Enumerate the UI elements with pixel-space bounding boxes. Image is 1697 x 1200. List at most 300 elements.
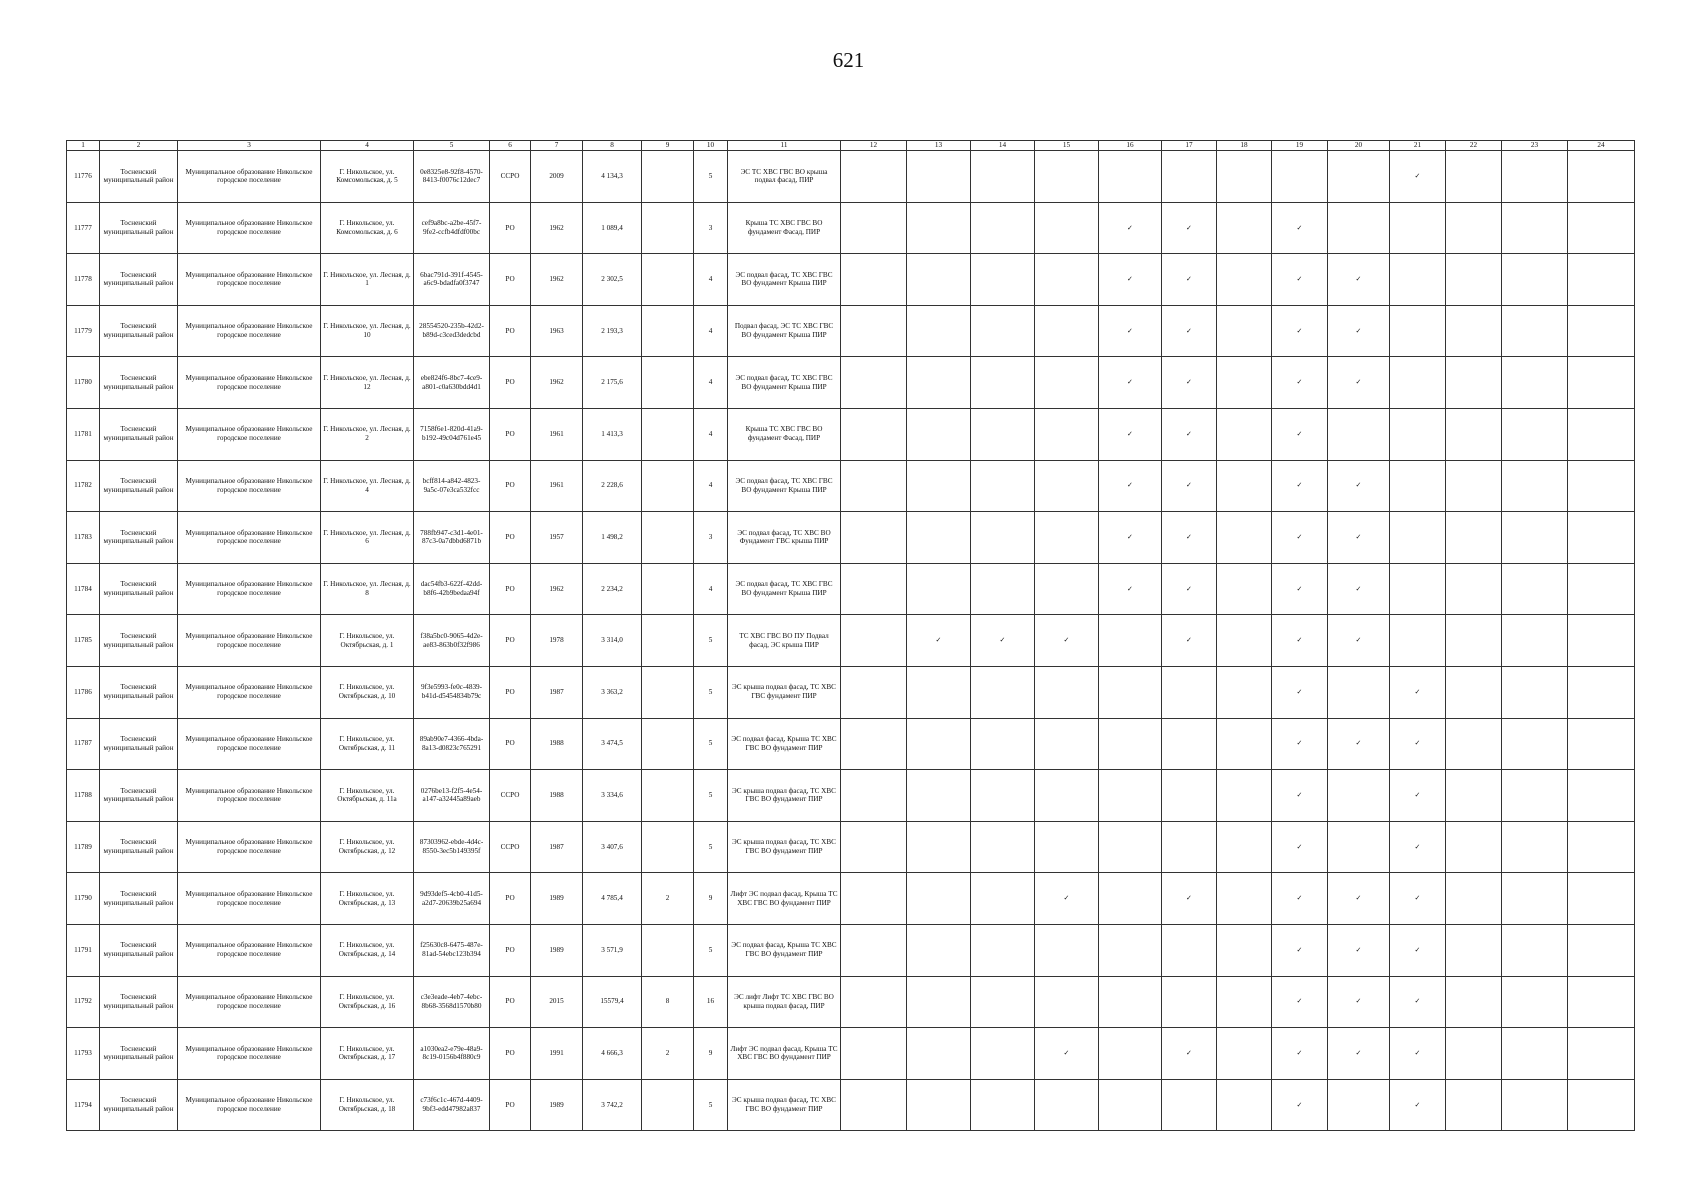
work-column-23-cell (1502, 615, 1568, 667)
works-list-cell: ЭС лифт Лифт ТС ХВС ГВС ВО крыша подвал фасад, ПИР (728, 976, 841, 1028)
row-id: 11793 (67, 1028, 100, 1080)
work-column-22-cell (1446, 408, 1502, 460)
work-column-12-cell (841, 821, 907, 873)
work-column-15-cell (1035, 563, 1099, 615)
address-cell: Г. Никольское, ул. Комсомольская, д. 5 (321, 151, 414, 203)
works-list-cell: ЭС подвал фасад, ТС ХВС ГВС ВО фундамент Крыша ПИР (728, 563, 841, 615)
municipality-cell: Муниципальное образование Никольское городское поселение (178, 770, 321, 822)
work-column-17-cell (1162, 151, 1217, 203)
work-column-22-cell (1446, 254, 1502, 306)
area-cell: 3 474,5 (583, 718, 642, 770)
work-column-14-cell (971, 408, 1035, 460)
guid-cell: a1030ea2-e79e-48a9-8c19-0156b4f880c9 (414, 1028, 490, 1080)
account-type-cell: РО (490, 254, 531, 306)
table-row (67, 873, 1635, 925)
work-column-12-cell (841, 976, 907, 1028)
column-number-13: 13 (907, 141, 971, 151)
work-column-17-cell (1162, 770, 1217, 822)
work-column-17-cell (1162, 821, 1217, 873)
work-column-15-cell (1035, 202, 1099, 254)
area-cell: 3 571,9 (583, 924, 642, 976)
checkmark-icon: ✓ (1126, 481, 1134, 490)
row-id: 11780 (67, 357, 100, 409)
district-cell: Тосненский муниципальный район (100, 512, 178, 564)
work-column-19-cell (1272, 151, 1328, 203)
work-column-16-cell (1099, 357, 1162, 409)
district-cell: Тосненский муниципальный район (100, 924, 178, 976)
address-cell: Г. Никольское, ул. Октябрьская, д. 12 (321, 821, 414, 873)
municipality-cell: Муниципальное образование Никольское городское поселение (178, 615, 321, 667)
work-column-12-cell (841, 305, 907, 357)
floors-cell: 5 (694, 924, 728, 976)
table-row (67, 151, 1635, 203)
floors-cell: 5 (694, 770, 728, 822)
column-number-9: 9 (642, 141, 694, 151)
municipality-cell: Муниципальное образование Никольское городское поселение (178, 357, 321, 409)
checkmark-icon: ✓ (1296, 481, 1303, 490)
municipality-cell: Муниципальное образование Никольское городское поселение (178, 924, 321, 976)
year-cell: 1989 (531, 924, 583, 976)
area-cell: 2 175,6 (583, 357, 642, 409)
checkmark-icon: ✓ (1414, 842, 1421, 851)
work-column-15-cell (1035, 873, 1099, 925)
lifts-count-cell (642, 666, 694, 718)
work-column-15-cell (1035, 254, 1099, 306)
checkmark-icon: ✓ (1414, 997, 1421, 1006)
column-number-15: 15 (1035, 141, 1099, 151)
address-cell: Г. Никольское, ул. Октябрьская, д. 13 (321, 873, 414, 925)
municipality-cell: Муниципальное образование Никольское городское поселение (178, 151, 321, 203)
work-column-14-cell (971, 1079, 1035, 1131)
work-column-14-cell (971, 460, 1035, 512)
work-column-23-cell (1502, 1028, 1568, 1080)
checkmark-icon: ✓ (1296, 636, 1303, 645)
work-column-24-cell (1568, 718, 1635, 770)
lifts-count-cell (642, 821, 694, 873)
work-column-15-cell (1035, 770, 1099, 822)
account-type-cell: РО (490, 924, 531, 976)
table-row (67, 357, 1635, 409)
year-cell: 1988 (531, 770, 583, 822)
lifts-count-cell (642, 151, 694, 203)
floors-cell: 16 (694, 976, 728, 1028)
account-type-cell: РО (490, 202, 531, 254)
column-number-22: 22 (1446, 141, 1502, 151)
column-number-6: 6 (490, 141, 531, 151)
address-cell: Г. Никольское, ул. Лесная, д. 4 (321, 460, 414, 512)
work-column-17-cell (1162, 873, 1217, 925)
district-cell: Тосненский муниципальный район (100, 666, 178, 718)
lifts-count-cell (642, 924, 694, 976)
work-column-20-cell (1328, 460, 1390, 512)
table-row (67, 615, 1635, 667)
work-column-22-cell (1446, 924, 1502, 976)
municipality-cell: Муниципальное образование Никольское городское поселение (178, 1028, 321, 1080)
column-number-5: 5 (414, 141, 490, 151)
checkmark-icon: ✓ (1126, 429, 1134, 438)
account-type-cell: РО (490, 357, 531, 409)
checkmark-icon: ✓ (1185, 894, 1193, 903)
row-id: 11784 (67, 563, 100, 615)
checkmark-icon: ✓ (935, 636, 942, 645)
work-column-12-cell (841, 924, 907, 976)
checkmark-icon: ✓ (1296, 275, 1303, 284)
checkmark-icon: ✓ (1296, 997, 1303, 1006)
work-column-14-cell (971, 357, 1035, 409)
area-cell: 4 134,3 (583, 151, 642, 203)
area-cell: 1 413,3 (583, 408, 642, 460)
work-column-22-cell (1446, 202, 1502, 254)
checkmark-icon: ✓ (1355, 378, 1362, 387)
work-column-13-cell (907, 305, 971, 357)
work-column-21-cell (1390, 202, 1446, 254)
table-row (67, 1079, 1635, 1131)
work-column-23-cell (1502, 512, 1568, 564)
year-cell: 1962 (531, 254, 583, 306)
year-cell: 1963 (531, 305, 583, 357)
work-column-16-cell (1099, 666, 1162, 718)
work-column-17-cell (1162, 512, 1217, 564)
work-column-17-cell (1162, 615, 1217, 667)
work-column-13-cell (907, 924, 971, 976)
work-column-19-cell (1272, 254, 1328, 306)
work-column-21-cell (1390, 666, 1446, 718)
work-column-18-cell (1217, 151, 1272, 203)
work-column-18-cell (1217, 512, 1272, 564)
area-cell: 4 666,3 (583, 1028, 642, 1080)
column-number-16: 16 (1099, 141, 1162, 151)
work-column-20-cell (1328, 924, 1390, 976)
floors-cell: 3 (694, 202, 728, 254)
checkmark-icon: ✓ (1185, 275, 1193, 284)
address-cell: Г. Никольское, ул. Октябрьская, д. 16 (321, 976, 414, 1028)
checkmark-icon: ✓ (1296, 533, 1303, 542)
column-number-17: 17 (1162, 141, 1217, 151)
checkmark-icon: ✓ (1355, 533, 1362, 542)
work-column-23-cell (1502, 357, 1568, 409)
work-column-23-cell (1502, 821, 1568, 873)
year-cell: 1987 (531, 821, 583, 873)
work-column-18-cell (1217, 718, 1272, 770)
district-cell: Тосненский муниципальный район (100, 151, 178, 203)
work-column-20-cell (1328, 202, 1390, 254)
work-column-21-cell (1390, 305, 1446, 357)
address-cell: Г. Никольское, ул. Октябрьская, д. 18 (321, 1079, 414, 1131)
work-column-15-cell (1035, 460, 1099, 512)
work-column-19-cell (1272, 924, 1328, 976)
work-column-14-cell (971, 615, 1035, 667)
account-type-cell: РО (490, 718, 531, 770)
work-column-24-cell (1568, 460, 1635, 512)
district-cell: Тосненский муниципальный район (100, 357, 178, 409)
work-column-12-cell (841, 512, 907, 564)
address-cell: Г. Никольское, ул. Октябрьская, д. 14 (321, 924, 414, 976)
work-column-18-cell (1217, 924, 1272, 976)
work-column-16-cell (1099, 873, 1162, 925)
work-column-13-cell (907, 666, 971, 718)
table-body (67, 151, 1635, 1131)
work-column-14-cell (971, 202, 1035, 254)
work-column-18-cell (1217, 408, 1272, 460)
checkmark-icon: ✓ (1355, 326, 1362, 335)
row-id: 11783 (67, 512, 100, 564)
work-column-23-cell (1502, 563, 1568, 615)
checkmark-icon: ✓ (1414, 739, 1421, 748)
checkmark-icon: ✓ (1355, 584, 1362, 593)
checkmark-icon: ✓ (1355, 481, 1362, 490)
account-type-cell: ССРО (490, 151, 531, 203)
works-list-cell: ЭС подвал фасад, ТС ХВС ГВС ВО фундамент Крыша ПИР (728, 460, 841, 512)
work-column-12-cell (841, 202, 907, 254)
address-cell: Г. Никольское, ул. Лесная, д. 2 (321, 408, 414, 460)
guid-cell: dac54fb3-622f-42dd-b8f6-42b9bedaa94f (414, 563, 490, 615)
work-column-13-cell (907, 563, 971, 615)
year-cell: 2009 (531, 151, 583, 203)
work-column-12-cell (841, 151, 907, 203)
guid-cell: f38a5bc0-9065-4d2e-ae83-863b0f32f986 (414, 615, 490, 667)
district-cell: Тосненский муниципальный район (100, 770, 178, 822)
work-column-19-cell (1272, 460, 1328, 512)
checkmark-icon: ✓ (1355, 1049, 1362, 1057)
work-column-16-cell (1099, 1079, 1162, 1131)
lifts-count-cell: 2 (642, 873, 694, 925)
checkmark-icon: ✓ (1296, 1100, 1303, 1109)
municipality-cell: Муниципальное образование Никольское городское поселение (178, 1079, 321, 1131)
checkmark-icon: ✓ (1296, 945, 1303, 954)
area-cell: 15579,4 (583, 976, 642, 1028)
column-number-12: 12 (841, 141, 907, 151)
table-row (67, 1028, 1635, 1080)
column-number-21: 21 (1390, 141, 1446, 151)
work-column-15-cell (1035, 821, 1099, 873)
work-column-19-cell (1272, 305, 1328, 357)
work-column-21-cell (1390, 718, 1446, 770)
account-type-cell: РО (490, 976, 531, 1028)
row-id: 11787 (67, 718, 100, 770)
address-cell: Г. Никольское, ул. Октябрьская, д. 11а (321, 770, 414, 822)
work-column-23-cell (1502, 770, 1568, 822)
work-column-16-cell (1099, 821, 1162, 873)
area-cell: 1 089,4 (583, 202, 642, 254)
checkmark-icon: ✓ (999, 636, 1006, 645)
work-column-15-cell (1035, 615, 1099, 667)
area-cell: 3 334,6 (583, 770, 642, 822)
municipality-cell: Муниципальное образование Никольское городское поселение (178, 821, 321, 873)
work-column-24-cell (1568, 305, 1635, 357)
work-column-13-cell (907, 1079, 971, 1131)
table-row (67, 408, 1635, 460)
work-column-12-cell (841, 408, 907, 460)
work-column-16-cell (1099, 512, 1162, 564)
municipality-cell: Муниципальное образование Никольское городское поселение (178, 718, 321, 770)
work-column-24-cell (1568, 151, 1635, 203)
checkmark-icon: ✓ (1126, 223, 1134, 232)
work-column-15-cell (1035, 718, 1099, 770)
floors-cell: 4 (694, 357, 728, 409)
checkmark-icon: ✓ (1414, 791, 1421, 800)
district-cell: Тосненский муниципальный район (100, 460, 178, 512)
work-column-21-cell (1390, 615, 1446, 667)
year-cell: 1957 (531, 512, 583, 564)
municipality-cell: Муниципальное образование Никольское городское поселение (178, 460, 321, 512)
page-number: 621 (832, 48, 865, 72)
area-cell: 2 234,2 (583, 563, 642, 615)
works-list-cell: Лифт ЭС подвал фасад, Крыша ТС ХВС ГВС ВО фундамент ПИР (728, 873, 841, 925)
account-type-cell: РО (490, 563, 531, 615)
work-column-20-cell (1328, 1079, 1390, 1131)
work-column-19-cell (1272, 563, 1328, 615)
column-number-14: 14 (971, 141, 1035, 151)
work-column-21-cell (1390, 151, 1446, 203)
work-column-17-cell (1162, 202, 1217, 254)
work-column-17-cell (1162, 1028, 1217, 1080)
work-column-12-cell (841, 615, 907, 667)
floors-cell: 4 (694, 460, 728, 512)
work-column-15-cell (1035, 408, 1099, 460)
work-column-13-cell (907, 512, 971, 564)
checkmark-icon: ✓ (1185, 533, 1193, 542)
lifts-count-cell (642, 563, 694, 615)
works-list-cell: Лифт ЭС подвал фасад, Крыша ТС ХВС ГВС ВО фундамент ПИР (728, 1028, 841, 1080)
year-cell: 1987 (531, 666, 583, 718)
table-row (67, 563, 1635, 615)
table-row (67, 254, 1635, 306)
work-column-18-cell (1217, 460, 1272, 512)
table-row (67, 770, 1635, 822)
work-column-23-cell (1502, 305, 1568, 357)
work-column-23-cell (1502, 718, 1568, 770)
work-column-22-cell (1446, 357, 1502, 409)
work-column-13-cell (907, 254, 971, 306)
work-column-18-cell (1217, 1028, 1272, 1080)
checkmark-icon: ✓ (1296, 739, 1303, 748)
work-column-22-cell (1446, 666, 1502, 718)
floors-cell: 5 (694, 821, 728, 873)
year-cell: 1978 (531, 615, 583, 667)
work-column-23-cell (1502, 254, 1568, 306)
checkmark-icon: ✓ (1296, 791, 1303, 800)
work-column-14-cell (971, 151, 1035, 203)
area-cell: 2 193,3 (583, 305, 642, 357)
work-column-23-cell (1502, 460, 1568, 512)
lifts-count-cell (642, 770, 694, 822)
table-row (67, 666, 1635, 718)
lifts-count-cell (642, 1079, 694, 1131)
address-cell: Г. Никольское, ул. Октябрьская, д. 1 (321, 615, 414, 667)
work-column-12-cell (841, 1079, 907, 1131)
work-column-24-cell (1568, 615, 1635, 667)
work-column-22-cell (1446, 512, 1502, 564)
work-column-12-cell (841, 1028, 907, 1080)
checkmark-icon: ✓ (1355, 945, 1362, 954)
work-column-17-cell (1162, 357, 1217, 409)
work-column-21-cell (1390, 512, 1446, 564)
work-column-15-cell (1035, 1028, 1099, 1080)
work-column-22-cell (1446, 1028, 1502, 1080)
column-number-8: 8 (583, 141, 642, 151)
floors-cell: 5 (694, 1079, 728, 1131)
work-column-22-cell (1446, 151, 1502, 203)
checkmark-icon: ✓ (1414, 1049, 1421, 1057)
year-cell: 1988 (531, 718, 583, 770)
checkmark-icon: ✓ (1063, 894, 1070, 903)
row-id: 11789 (67, 821, 100, 873)
work-column-21-cell (1390, 460, 1446, 512)
district-cell: Тосненский муниципальный район (100, 563, 178, 615)
floors-cell: 4 (694, 305, 728, 357)
guid-cell: 0276be13-f2f5-4e54-a147-a32445a89aeb (414, 770, 490, 822)
guid-cell: cef9a8bc-a2be-45f7-9fe2-ccfb4dfdf00bc (414, 202, 490, 254)
work-column-13-cell (907, 408, 971, 460)
work-column-20-cell (1328, 305, 1390, 357)
work-column-19-cell (1272, 357, 1328, 409)
work-column-20-cell (1328, 666, 1390, 718)
lifts-count-cell (642, 357, 694, 409)
work-column-19-cell (1272, 873, 1328, 925)
work-column-17-cell (1162, 1079, 1217, 1131)
table-row (67, 305, 1635, 357)
works-list-cell: ЭС подвал фасад, ТС ХВС ГВС ВО фундамент Крыша ПИР (728, 254, 841, 306)
work-column-20-cell (1328, 408, 1390, 460)
checkmark-icon: ✓ (1185, 378, 1193, 387)
guid-cell: 7158f6e1-820d-41a9-b192-49c04d761e45 (414, 408, 490, 460)
address-cell: Г. Никольское, ул. Октябрьская, д. 17 (321, 1028, 414, 1080)
year-cell: 2015 (531, 976, 583, 1028)
works-list-cell: ЭС крыша подвал фасад, ТС ХВС ГВС фундамент ПИР (728, 666, 841, 718)
guid-cell: 28554520-235b-42d2-b89d-c3ced3dedcbd (414, 305, 490, 357)
year-cell: 1989 (531, 873, 583, 925)
work-column-19-cell (1272, 821, 1328, 873)
year-cell: 1962 (531, 357, 583, 409)
work-column-20-cell (1328, 1028, 1390, 1080)
work-column-16-cell (1099, 202, 1162, 254)
work-column-13-cell (907, 615, 971, 667)
column-number-19: 19 (1272, 141, 1328, 151)
work-column-16-cell (1099, 563, 1162, 615)
district-cell: Тосненский муниципальный район (100, 1079, 178, 1131)
works-list-cell: ЭС подвал фасад, Крыша ТС ХВС ГВС ВО фундамент ПИР (728, 924, 841, 976)
work-column-16-cell (1099, 976, 1162, 1028)
checkmark-icon: ✓ (1185, 1049, 1193, 1057)
work-column-19-cell (1272, 512, 1328, 564)
area-cell: 3 363,2 (583, 666, 642, 718)
guid-cell: c3e3eade-4eb7-4ebc-8b68-3568d1570b80 (414, 976, 490, 1028)
work-column-15-cell (1035, 512, 1099, 564)
work-column-18-cell (1217, 666, 1272, 718)
works-list-cell: ЭС подвал фасад, Крыша ТС ХВС ГВС ВО фундамент ПИР (728, 718, 841, 770)
work-column-22-cell (1446, 718, 1502, 770)
work-column-17-cell (1162, 666, 1217, 718)
checkmark-icon: ✓ (1126, 275, 1134, 284)
checkmark-icon: ✓ (1355, 997, 1362, 1006)
table-row (67, 512, 1635, 564)
work-column-15-cell (1035, 305, 1099, 357)
works-list-cell: ЭС ТС ХВС ГВС ВО крыша подвал фасад, ПИР (728, 151, 841, 203)
municipality-cell: Муниципальное образование Никольское городское поселение (178, 563, 321, 615)
floors-cell: 5 (694, 718, 728, 770)
area-cell: 3 314,0 (583, 615, 642, 667)
work-column-14-cell (971, 1028, 1035, 1080)
work-column-13-cell (907, 202, 971, 254)
work-column-14-cell (971, 254, 1035, 306)
work-column-18-cell (1217, 254, 1272, 306)
municipality-cell: Муниципальное образование Никольское городское поселение (178, 305, 321, 357)
work-column-17-cell (1162, 408, 1217, 460)
row-id: 11781 (67, 408, 100, 460)
year-cell: 1962 (531, 202, 583, 254)
floors-cell: 4 (694, 408, 728, 460)
guid-cell: 788fb947-c3d1-4e01-87c3-0a7dbbd6871b (414, 512, 490, 564)
